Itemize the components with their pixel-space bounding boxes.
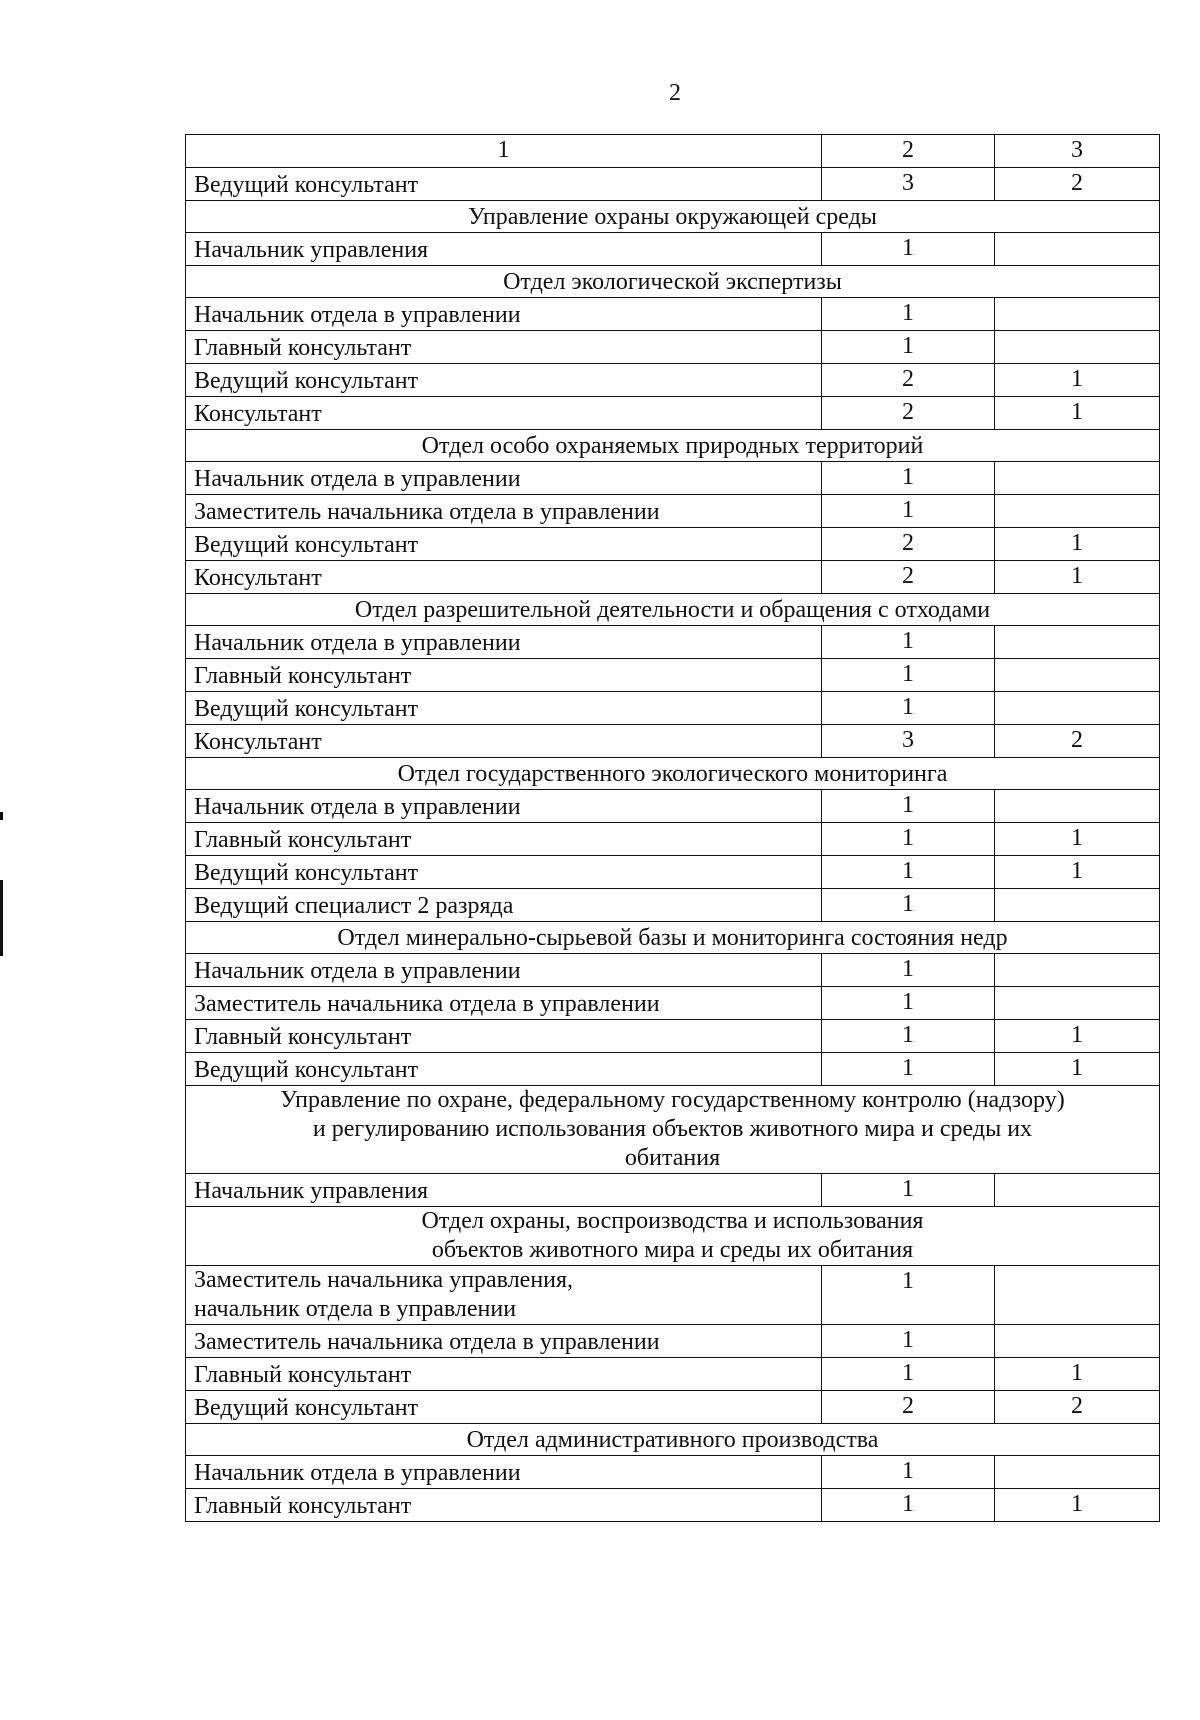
table-row — [186, 397, 1160, 430]
column-3-header: 3 — [995, 135, 1160, 168]
position-title: Консультант — [186, 725, 822, 758]
column-2-value: 1 — [822, 233, 995, 266]
table-row — [186, 1266, 1160, 1325]
table-row — [186, 692, 1160, 725]
column-3-value: 1 — [995, 823, 1160, 856]
position-title: Начальник отдела в управлении — [186, 462, 822, 495]
column-2-value: 2 — [822, 397, 995, 430]
column-3-value — [995, 1325, 1160, 1358]
column-2-value: 1 — [822, 889, 995, 922]
position-title: Начальник отдела в управлении — [186, 954, 822, 987]
position-title: Ведущий консультант — [186, 528, 822, 561]
table-row — [186, 954, 1160, 987]
margin-mark — [0, 880, 3, 956]
position-title: Главный консультант — [186, 1489, 822, 1522]
table-row — [186, 1325, 1160, 1358]
table-row — [186, 331, 1160, 364]
table-row — [186, 495, 1160, 528]
section-title: Отдел минерально-сырьевой базы и мониторинга состояния недр — [186, 922, 1160, 954]
title-line: Заместитель начальника управления, — [194, 1267, 574, 1293]
column-3-value: 1 — [995, 1358, 1160, 1391]
position-title: Главный консультант — [186, 1020, 822, 1053]
staffing-table — [185, 134, 1160, 1522]
position-title — [186, 1266, 822, 1325]
table-row — [186, 725, 1160, 758]
position-title: Ведущий консультант — [186, 1391, 822, 1424]
column-3-value — [995, 298, 1160, 331]
table-row — [186, 1358, 1160, 1391]
column-2-value: 1 — [822, 856, 995, 889]
position-title: Начальник отдела в управлении — [186, 298, 822, 331]
table-row — [186, 1174, 1160, 1207]
column-3-value: 2 — [995, 725, 1160, 758]
position-title: Ведущий специалист 2 разряда — [186, 889, 822, 922]
section-title: Отдел государственного экологического мониторинга — [186, 758, 1160, 790]
section-title: Отдел административного производства — [186, 1424, 1160, 1456]
section-heading-row — [186, 758, 1160, 790]
column-2-value: 2 — [822, 528, 995, 561]
column-3-value — [995, 987, 1160, 1020]
table-row — [186, 790, 1160, 823]
section-title: Управление охраны окружающей среды — [186, 201, 1160, 233]
column-2-value: 1 — [822, 298, 995, 331]
column-2-value: 2 — [822, 364, 995, 397]
column-3-value — [995, 1456, 1160, 1489]
column-2-value: 1 — [822, 823, 995, 856]
column-2-value: 1 — [822, 790, 995, 823]
column-3-value: 2 — [995, 1391, 1160, 1424]
column-3-value — [995, 889, 1160, 922]
position-title: Начальник управления — [186, 233, 822, 266]
table-header-row — [186, 135, 1160, 168]
column-3-value — [995, 692, 1160, 725]
column-3-value: 1 — [995, 364, 1160, 397]
column-3-value: 1 — [995, 528, 1160, 561]
column-3-value — [995, 462, 1160, 495]
table-row — [186, 823, 1160, 856]
section-title: Отдел особо охраняемых природных территорий — [186, 430, 1160, 462]
column-3-value: 1 — [995, 856, 1160, 889]
section-heading-row — [186, 1086, 1160, 1174]
position-title: Начальник отдела в управлении — [186, 626, 822, 659]
table-row — [186, 987, 1160, 1020]
column-2-value: 1 — [822, 1174, 995, 1207]
table-row — [186, 233, 1160, 266]
table-row — [186, 1489, 1160, 1522]
position-title: Консультант — [186, 397, 822, 430]
column-3-value: 1 — [995, 1489, 1160, 1522]
column-2-value: 1 — [822, 462, 995, 495]
table-row — [186, 889, 1160, 922]
column-3-value — [995, 659, 1160, 692]
column-3-value: 2 — [995, 168, 1160, 201]
section-title: Отдел разрешительной деятельности и обращения с отходами — [186, 594, 1160, 626]
section-heading-row — [186, 430, 1160, 462]
table-row — [186, 1456, 1160, 1489]
position-title: Заместитель начальника отдела в управлении — [186, 987, 822, 1020]
column-2-value: 1 — [822, 495, 995, 528]
column-3-value — [995, 790, 1160, 823]
margin-mark — [0, 812, 3, 820]
section-title: Отдел экологической экспертизы — [186, 266, 1160, 298]
table-row — [186, 364, 1160, 397]
column-2-value: 1 — [822, 692, 995, 725]
position-title: Заместитель начальника отдела в управлении — [186, 495, 822, 528]
title-line: начальник отдела в управлении — [194, 1296, 517, 1322]
column-3-value: 1 — [995, 1053, 1160, 1086]
column-2-value: 1 — [822, 1053, 995, 1086]
title-line: Отдел охраны, воспроизводства и использования — [421, 1208, 924, 1234]
section-heading-row — [186, 201, 1160, 233]
table-row — [186, 298, 1160, 331]
position-title: Ведущий консультант — [186, 692, 822, 725]
position-title: Начальник управления — [186, 1174, 822, 1207]
column-2-value: 2 — [822, 561, 995, 594]
position-title: Ведущий консультант — [186, 856, 822, 889]
column-3-value — [995, 495, 1160, 528]
column-3-value — [995, 1174, 1160, 1207]
column-2-value: 3 — [822, 168, 995, 201]
table-row — [186, 528, 1160, 561]
column-2-value: 1 — [822, 626, 995, 659]
column-2-value: 1 — [822, 1266, 995, 1325]
section-heading-row — [186, 594, 1160, 626]
position-title: Консультант — [186, 561, 822, 594]
table-row — [186, 1053, 1160, 1086]
column-2-value: 1 — [822, 1456, 995, 1489]
column-3-value — [995, 626, 1160, 659]
column-2-value: 1 — [822, 987, 995, 1020]
section-heading-row — [186, 1424, 1160, 1456]
title-line: объектов животного мира и среды их обитания — [431, 1237, 914, 1263]
column-2-value: 3 — [822, 725, 995, 758]
title-line: и регулированию использования объектов животного мира и среды их — [312, 1116, 1033, 1142]
column-1-header: 1 — [186, 135, 822, 168]
table-row — [186, 1391, 1160, 1424]
table-row — [186, 168, 1160, 201]
section-heading-row — [186, 266, 1160, 298]
column-2-value: 1 — [822, 954, 995, 987]
position-title: Ведущий консультант — [186, 168, 822, 201]
position-title: Главный консультант — [186, 823, 822, 856]
column-3-value — [995, 233, 1160, 266]
section-heading-row — [186, 922, 1160, 954]
table-row — [186, 659, 1160, 692]
title-line: Управление по охране, федеральному государственному контролю (надзору) — [280, 1087, 1065, 1113]
section-title — [186, 1086, 1160, 1174]
column-3-value: 1 — [995, 397, 1160, 430]
position-title: Главный консультант — [186, 659, 822, 692]
column-2-value: 1 — [822, 1020, 995, 1053]
title-line: обитания — [624, 1145, 721, 1171]
position-title: Главный консультант — [186, 1358, 822, 1391]
column-3-value: 1 — [995, 1020, 1160, 1053]
column-2-value: 1 — [822, 659, 995, 692]
column-2-value: 1 — [822, 1325, 995, 1358]
column-3-value — [995, 1266, 1160, 1325]
column-2-value: 1 — [822, 1358, 995, 1391]
position-title: Ведущий консультант — [186, 1053, 822, 1086]
table-row — [186, 1020, 1160, 1053]
column-3-value — [995, 954, 1160, 987]
position-title: Ведущий консультант — [186, 364, 822, 397]
table-row — [186, 561, 1160, 594]
column-3-value — [995, 331, 1160, 364]
table-row — [186, 462, 1160, 495]
position-title: Начальник отдела в управлении — [186, 790, 822, 823]
column-3-value: 1 — [995, 561, 1160, 594]
table-row — [186, 626, 1160, 659]
table-row — [186, 856, 1160, 889]
position-title: Заместитель начальника отдела в управлении — [186, 1325, 822, 1358]
column-2-header: 2 — [822, 135, 995, 168]
page-number: 2 — [669, 80, 681, 106]
section-heading-row — [186, 1207, 1160, 1266]
column-2-value: 1 — [822, 331, 995, 364]
position-title: Начальник отдела в управлении — [186, 1456, 822, 1489]
column-2-value: 2 — [822, 1391, 995, 1424]
section-title — [186, 1207, 1160, 1266]
position-title: Главный консультант — [186, 331, 822, 364]
column-2-value: 1 — [822, 1489, 995, 1522]
